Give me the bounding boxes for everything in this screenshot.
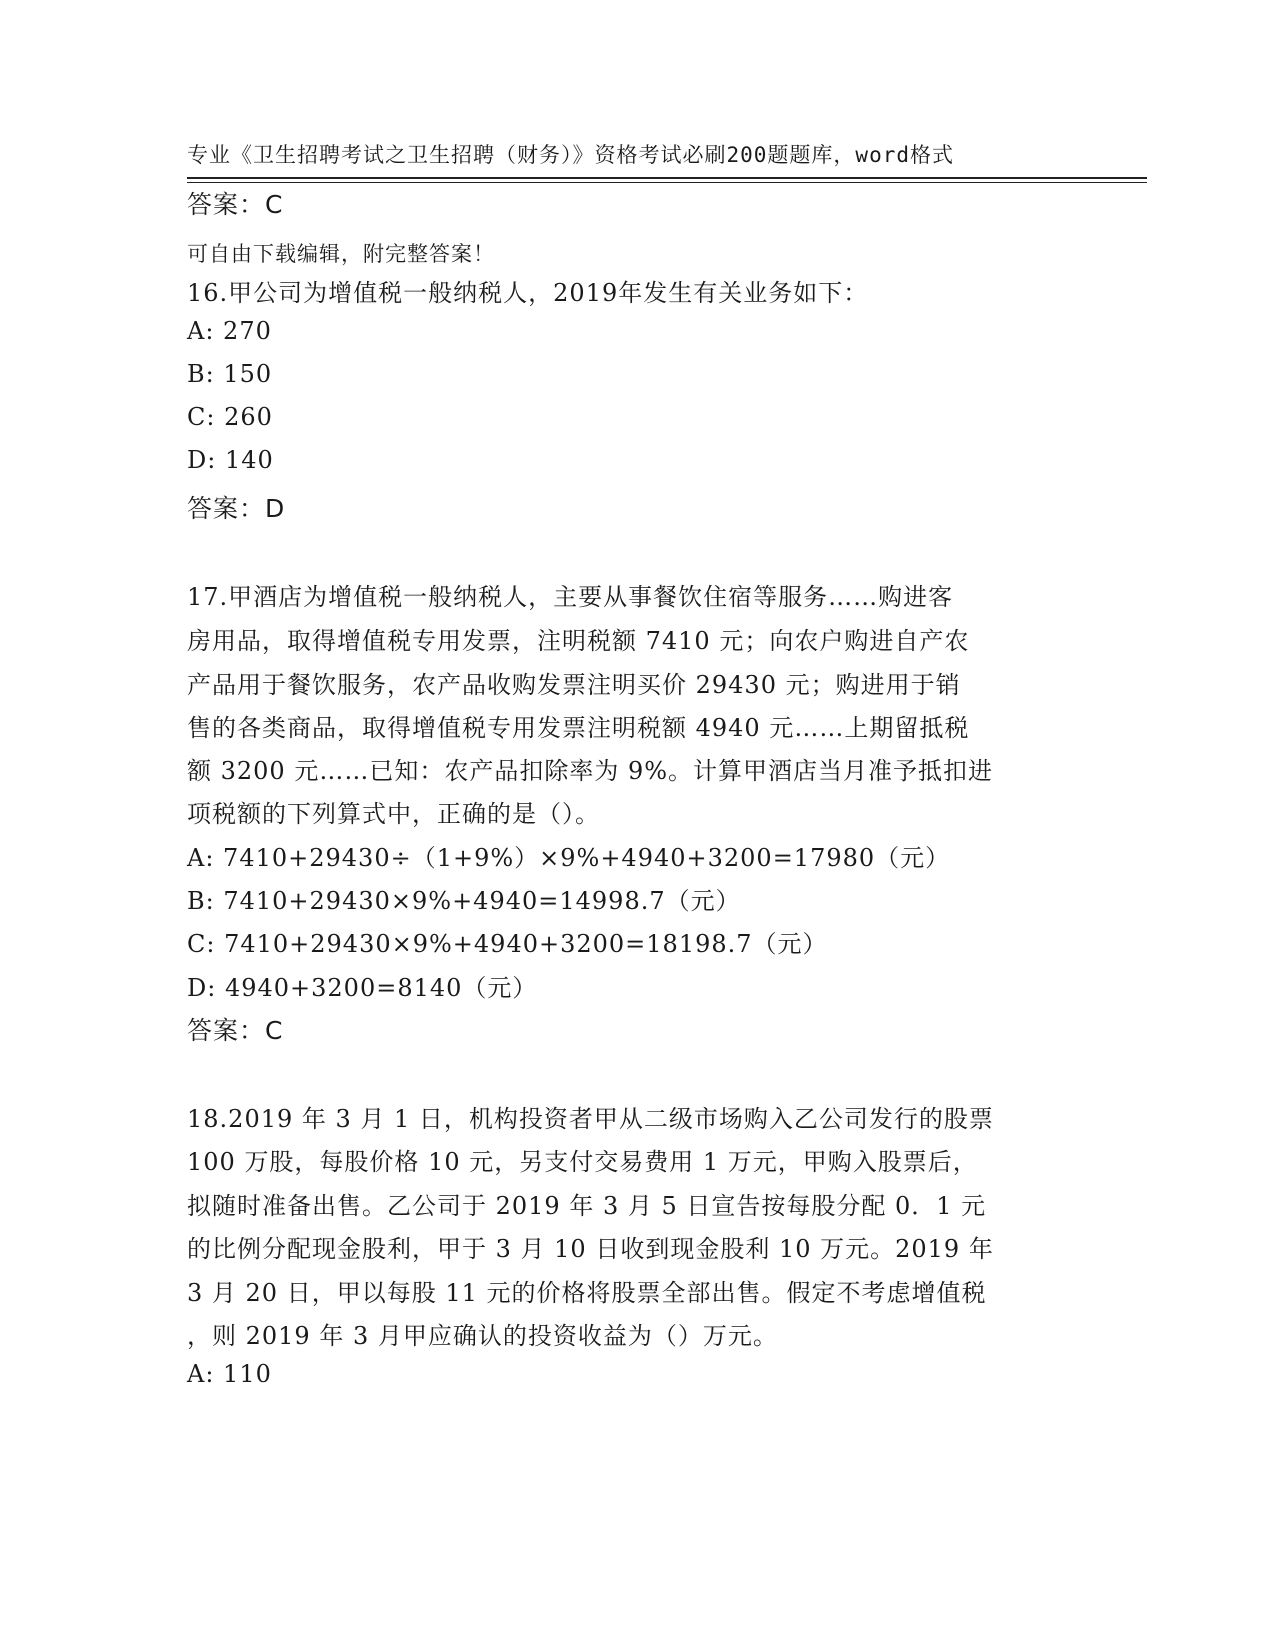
q17-stem-line-1: 17.甲酒店为增值税一般纳税人，主要从事餐饮住宿等服务……购进客	[187, 583, 954, 611]
q17-option-d: D: 4940+3200=8140（元）	[187, 974, 538, 1002]
header-divider-thin	[187, 182, 1147, 183]
q17-stem-line-3: 产品用于餐饮服务，农产品收购发票注明买价 29430 元；购进用于销	[187, 671, 961, 699]
q16-option-d: D: 140	[187, 446, 274, 474]
q17-option-c: C: 7410+29430×9%+4940+3200=18198.7（元）	[187, 930, 828, 958]
q18-stem-line-2: 100 万股，每股价格 10 元，另支付交易费用 1 万元，甲购入股票后，	[187, 1148, 978, 1176]
q18-stem-line-4: 的比例分配现金股利，甲于 3 月 10 日收到现金股利 10 万元。2019 年	[187, 1235, 994, 1263]
q16-option-c: C: 260	[187, 403, 273, 431]
q18-stem-line-1: 18.2019 年 3 月 1 日，机构投资者甲从二级市场购入乙公司发行的股票	[187, 1105, 994, 1133]
q16-option-a: A: 270	[187, 317, 272, 345]
q17-option-b: B: 7410+29430×9%+4940=14998.7（元）	[187, 887, 741, 915]
q17-stem-line-4: 售的各类商品，取得增值税专用发票注明税额 4940 元……上期留抵税	[187, 714, 970, 742]
q17-stem-line-5: 额 3200 元……已知：农产品扣除率为 9%。计算甲酒店当月准予抵扣进	[187, 757, 994, 785]
q18-stem-line-5: 3 月 20 日，甲以每股 11 元的价格将股票全部出售。假定不考虑增值税	[187, 1279, 987, 1307]
q16-stem: 16.甲公司为增值税一般纳税人，2019年发生有关业务如下：	[187, 279, 869, 307]
q17-stem-line-2: 房用品，取得增值税专用发票，注明税额 7410 元；向农户购进自产农	[187, 627, 970, 655]
q17-answer: 答案：C	[187, 1016, 284, 1045]
header-title-line-1: 专业《卫生招聘考试之卫生招聘（财务）》资格考试必刷200题题库，word格式	[187, 143, 954, 167]
header-divider-thick	[187, 177, 1147, 179]
header-title-line-2: 可自由下载编辑，附完整答案！	[187, 242, 495, 266]
q18-stem-line-3: 拟随时准备出售。乙公司于 2019 年 3 月 5 日宣告按每股分配 0．1 元	[187, 1192, 987, 1220]
q17-stem-line-6: 项税额的下列算式中，正确的是（）。	[187, 800, 600, 828]
q15-answer: 答案：C	[187, 190, 284, 219]
q17-option-a: A: 7410+29430÷（1+9%）×9%+4940+3200=17980（元）	[187, 844, 951, 872]
q18-option-a: A: 110	[187, 1360, 272, 1388]
q16-option-b: B: 150	[187, 360, 273, 388]
q16-answer: 答案：D	[187, 494, 286, 523]
q18-stem-line-6: ，则 2019 年 3 月甲应确认的投资收益为（）万元。	[187, 1322, 778, 1350]
